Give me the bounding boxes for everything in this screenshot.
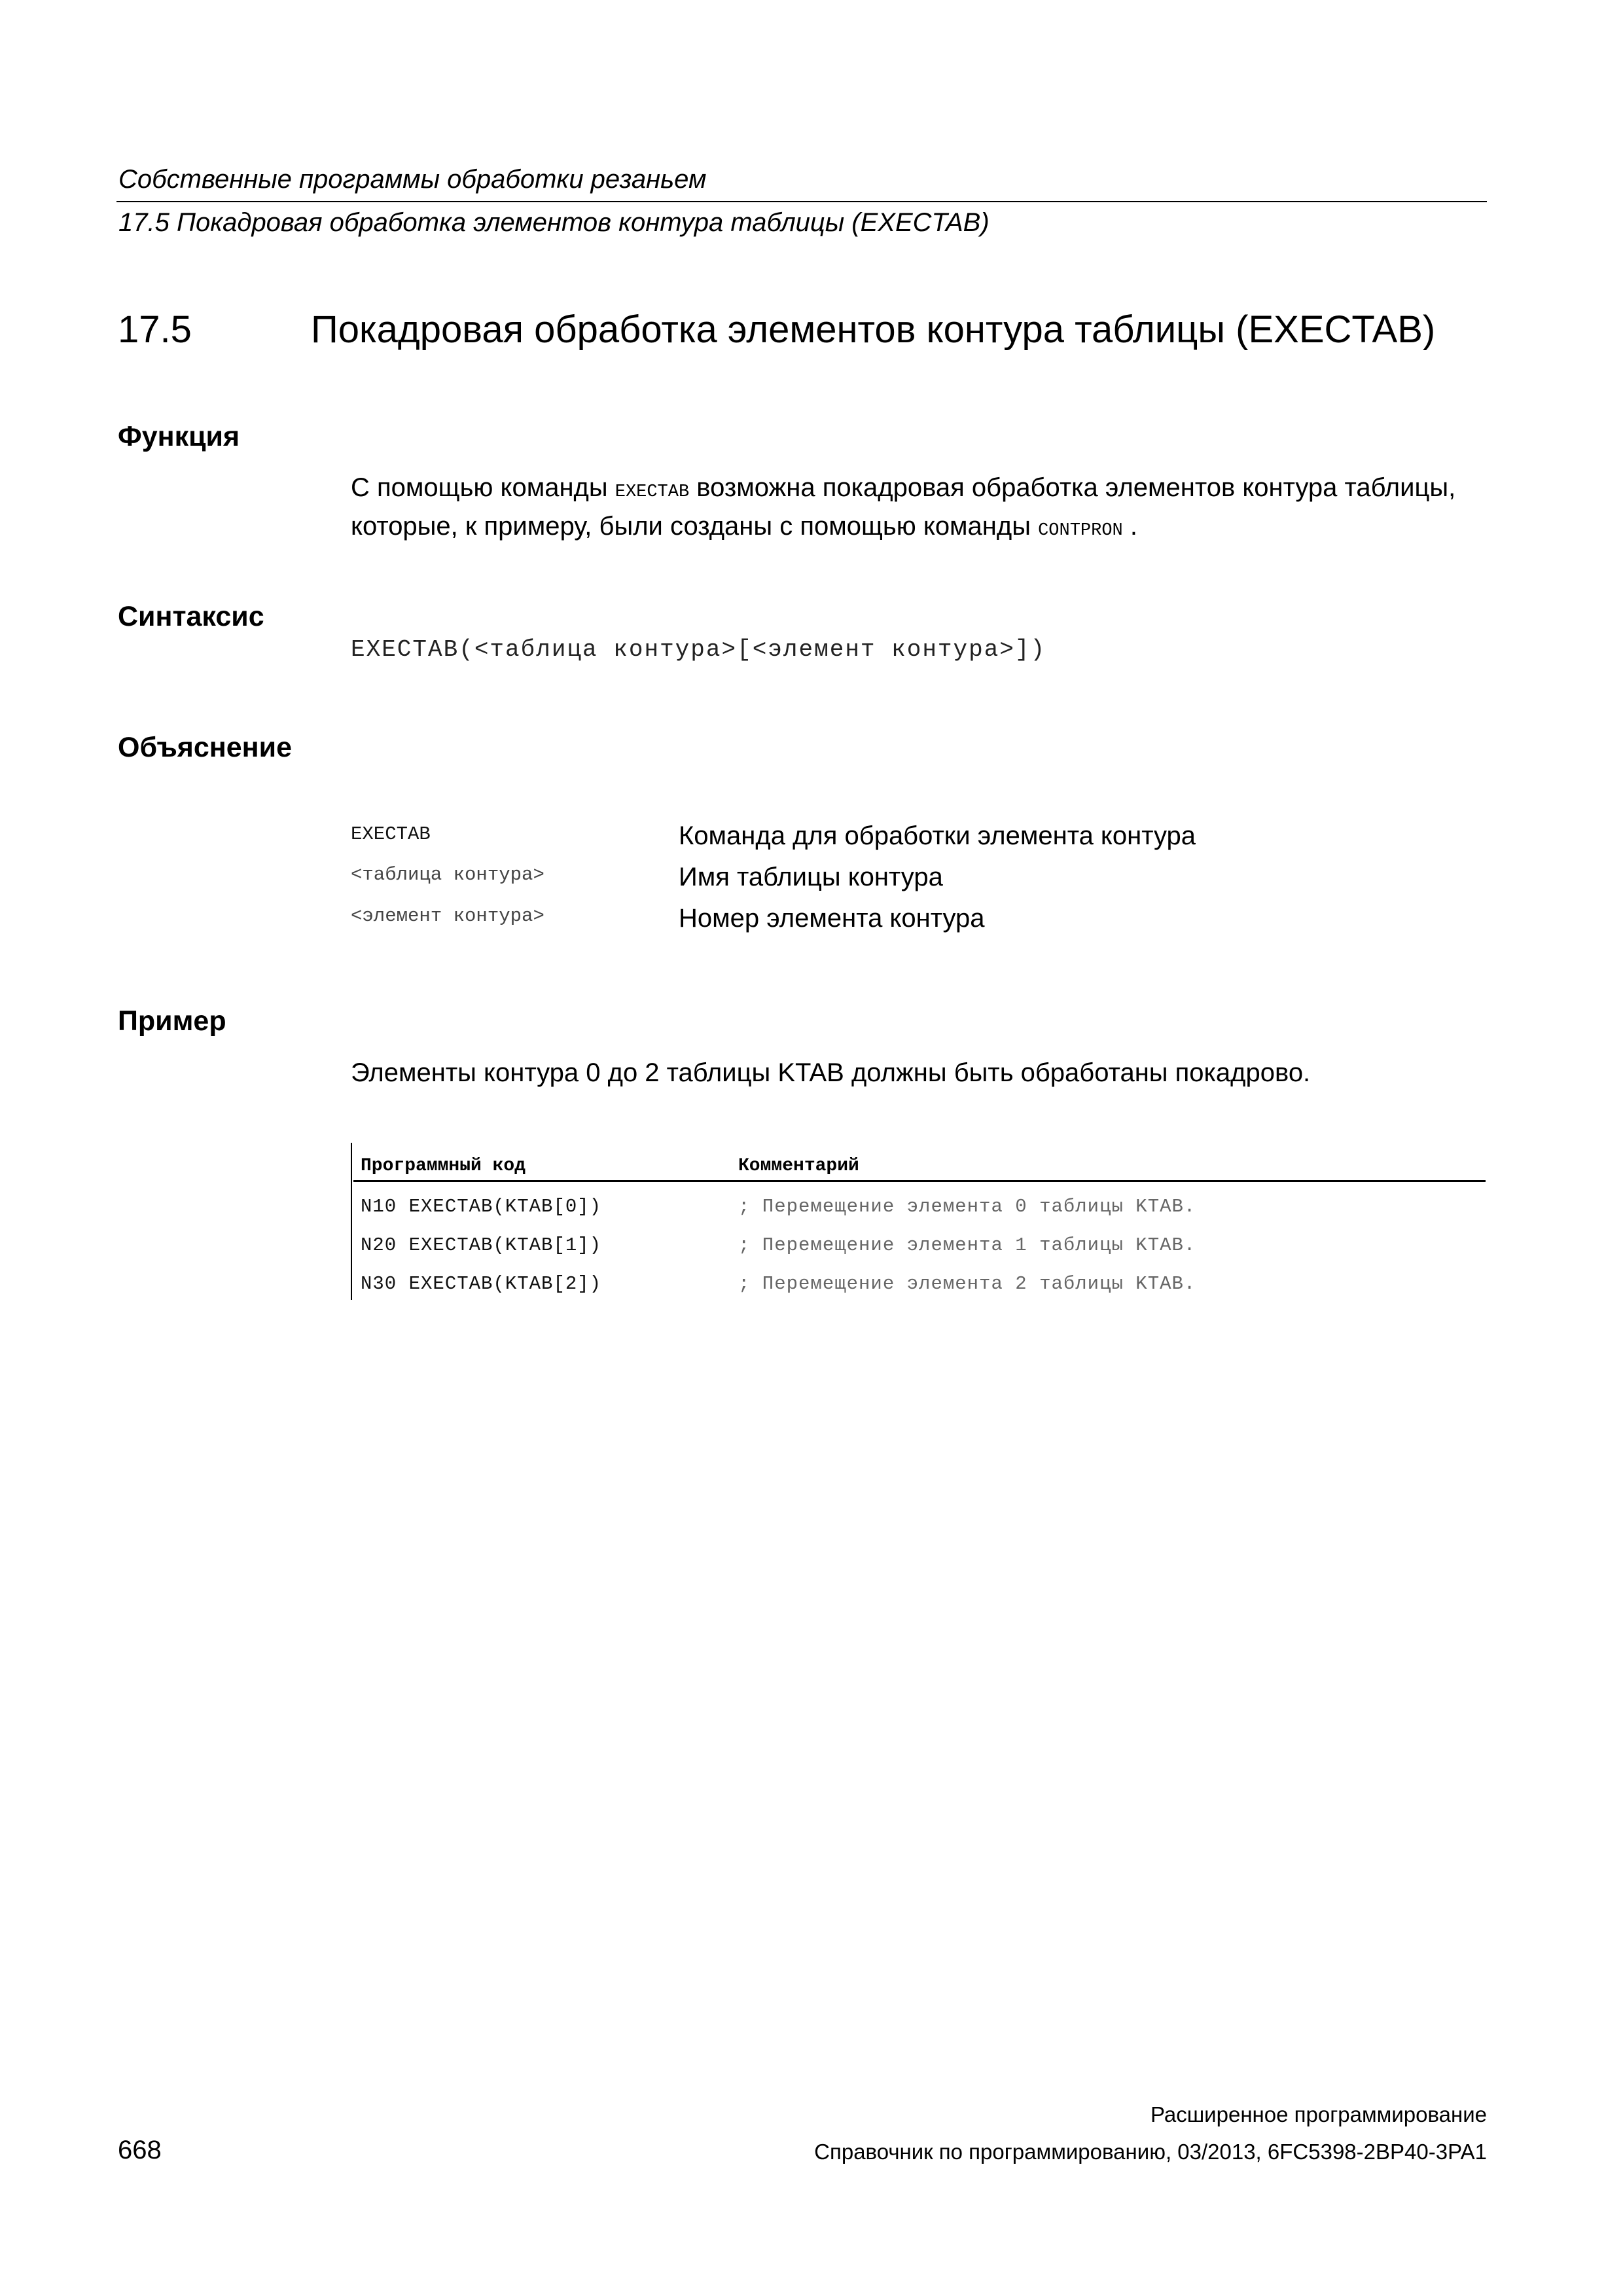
function-heading: Функция [118, 421, 240, 452]
example-paragraph: Элементы контура 0 до 2 таблицы KTAB должны быть обработаны покадрово. [351, 1058, 1311, 1087]
table-row-comment: ; Перемещение элемента 2 таблицы KTAB. [738, 1273, 1196, 1295]
function-text-2: возможна покадровая обработка элементов контура таблицы, которые, к примеру, были созданы с помощью команды [351, 473, 1456, 541]
table-row-code: N10 EXECTAB(KTAB[0]) [361, 1196, 602, 1217]
page-number: 668 [118, 2136, 162, 2164]
explanation-description: Номер элемента контура [679, 904, 985, 933]
header-rule [116, 201, 1487, 202]
table-row-code: N20 EXECTAB(KTAB[1]) [361, 1234, 602, 1256]
explanation-heading: Объяснение [118, 732, 292, 763]
explanation-description: Команда для обработки элемента контура [679, 821, 1196, 850]
explanation-term: <элемент контура> [351, 905, 544, 927]
table-row-comment: ; Перемещение элемента 0 таблицы KTAB. [738, 1196, 1196, 1217]
table-left-border [351, 1143, 352, 1300]
function-paragraph [351, 471, 1489, 548]
syntax-heading: Синтаксис [118, 601, 264, 632]
table-header-comment: Комментарий [738, 1156, 859, 1176]
explanation-description: Имя таблицы контура [679, 863, 943, 891]
section-title: Покадровая обработка элементов контура таблицы (EXECTAB) [311, 308, 1436, 351]
table-row-code: N30 EXECTAB(KTAB[2]) [361, 1273, 602, 1295]
section-number: 17.5 [118, 308, 192, 351]
table-header-rule [353, 1180, 1486, 1182]
table-header-code: Программный код [361, 1156, 526, 1176]
running-header-chapter: Собственные программы обработки резаньем [118, 165, 707, 194]
running-header-section: 17.5 Покадровая обработка элементов контура таблицы (EXECTAB) [118, 208, 990, 237]
syntax-code: EXECTAB(<таблица контура>[<элемент контура>]) [351, 636, 1046, 663]
function-text-3: . [1122, 512, 1137, 541]
explanation-term: <таблица контура> [351, 864, 544, 886]
table-row-comment: ; Перемещение элемента 1 таблицы KTAB. [738, 1234, 1196, 1256]
inline-code-contpron: CONTPRON [1038, 521, 1123, 541]
inline-code-exectab: EXECTAB [615, 482, 690, 502]
footer-book-title: Расширенное программирование [1150, 2102, 1487, 2126]
footer-reference: Справочник по программированию, 03/2013, 6FC5398-2BP40-3PA1 [814, 2140, 1487, 2164]
function-text-1: С помощью команды [351, 473, 615, 502]
example-heading: Пример [118, 1005, 226, 1037]
explanation-term: EXECTAB [351, 823, 431, 845]
